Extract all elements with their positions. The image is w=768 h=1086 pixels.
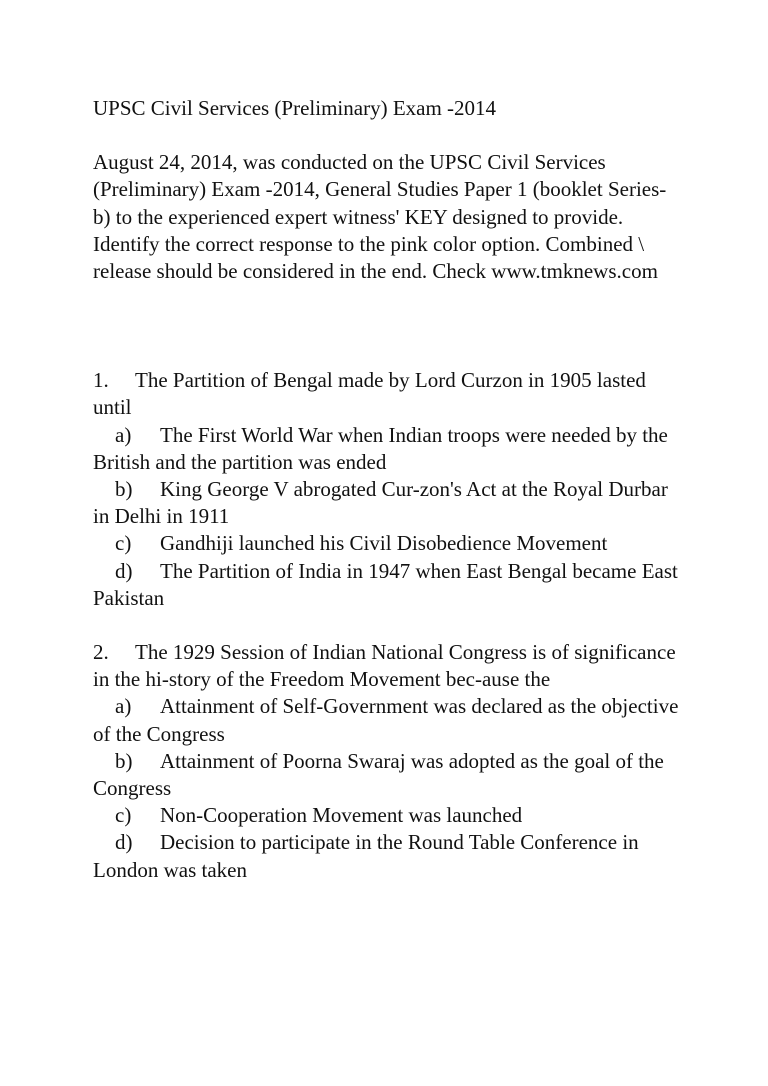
option-text: Attainment of Self-Government was declared as the objective of the Congress bbox=[93, 694, 679, 746]
option-letter: d) bbox=[115, 558, 133, 583]
option-letter: a) bbox=[115, 694, 132, 719]
option-letter: b) bbox=[115, 748, 133, 773]
option-c bbox=[93, 802, 683, 829]
option-text: Attainment of Poorna Swaraj was adopted as the goal of the Congress bbox=[93, 748, 664, 801]
question-text: The Partition of Bengal made by Lord Curzon in 1905 lasted until bbox=[93, 368, 646, 420]
option-c bbox=[93, 530, 683, 557]
document-page bbox=[93, 95, 683, 911]
document-title: UPSC Civil Services (Preliminary) Exam -2014 bbox=[93, 96, 497, 120]
intro-paragraph: August 24, 2014, was conducted on the UPSC Civil Services (Preliminary) Exam -2014, General Studies Paper 1 (booklet Series- b) to the experienced expert witness' KEY designed to provide. Identify the correct response to the pink color option. Combined \ release should be considered in the end. Check www.tmknews.com bbox=[93, 150, 667, 284]
option-letter: c) bbox=[115, 531, 132, 556]
question-2 bbox=[93, 639, 683, 884]
question-number: 2. bbox=[93, 640, 109, 665]
question-1 bbox=[93, 367, 683, 612]
option-letter: d) bbox=[115, 830, 133, 855]
option-d bbox=[93, 829, 683, 883]
option-b bbox=[93, 748, 683, 802]
option-text: The Partition of India in 1947 when East Bengal became East Pakistan bbox=[93, 558, 678, 610]
option-text: Gandhiji launched his Civil Disobedience Movement bbox=[160, 531, 608, 556]
option-letter: c) bbox=[115, 803, 132, 828]
option-letter: a) bbox=[115, 422, 132, 447]
question-text: The 1929 Session of Indian National Congress is of significance in the hi-story of the Freedom Movement bec-ause the bbox=[93, 640, 676, 692]
option-d bbox=[93, 558, 683, 612]
option-b bbox=[93, 476, 683, 530]
option-a bbox=[93, 693, 683, 747]
question-stem bbox=[93, 639, 683, 693]
option-text: King George V abrogated Cur-zon's Act at the Royal Durbar in Delhi in 1911 bbox=[93, 477, 668, 529]
option-letter: b) bbox=[115, 477, 133, 502]
option-a bbox=[93, 422, 683, 476]
option-text: Decision to participate in the Round Table Conference in London was taken bbox=[93, 830, 639, 882]
option-text: Non-Cooperation Movement was launched bbox=[160, 803, 523, 828]
question-stem bbox=[93, 367, 683, 421]
option-text: The First World War when Indian troops were needed by the British and the partition was ended bbox=[93, 422, 668, 474]
question-number: 1. bbox=[93, 368, 109, 393]
